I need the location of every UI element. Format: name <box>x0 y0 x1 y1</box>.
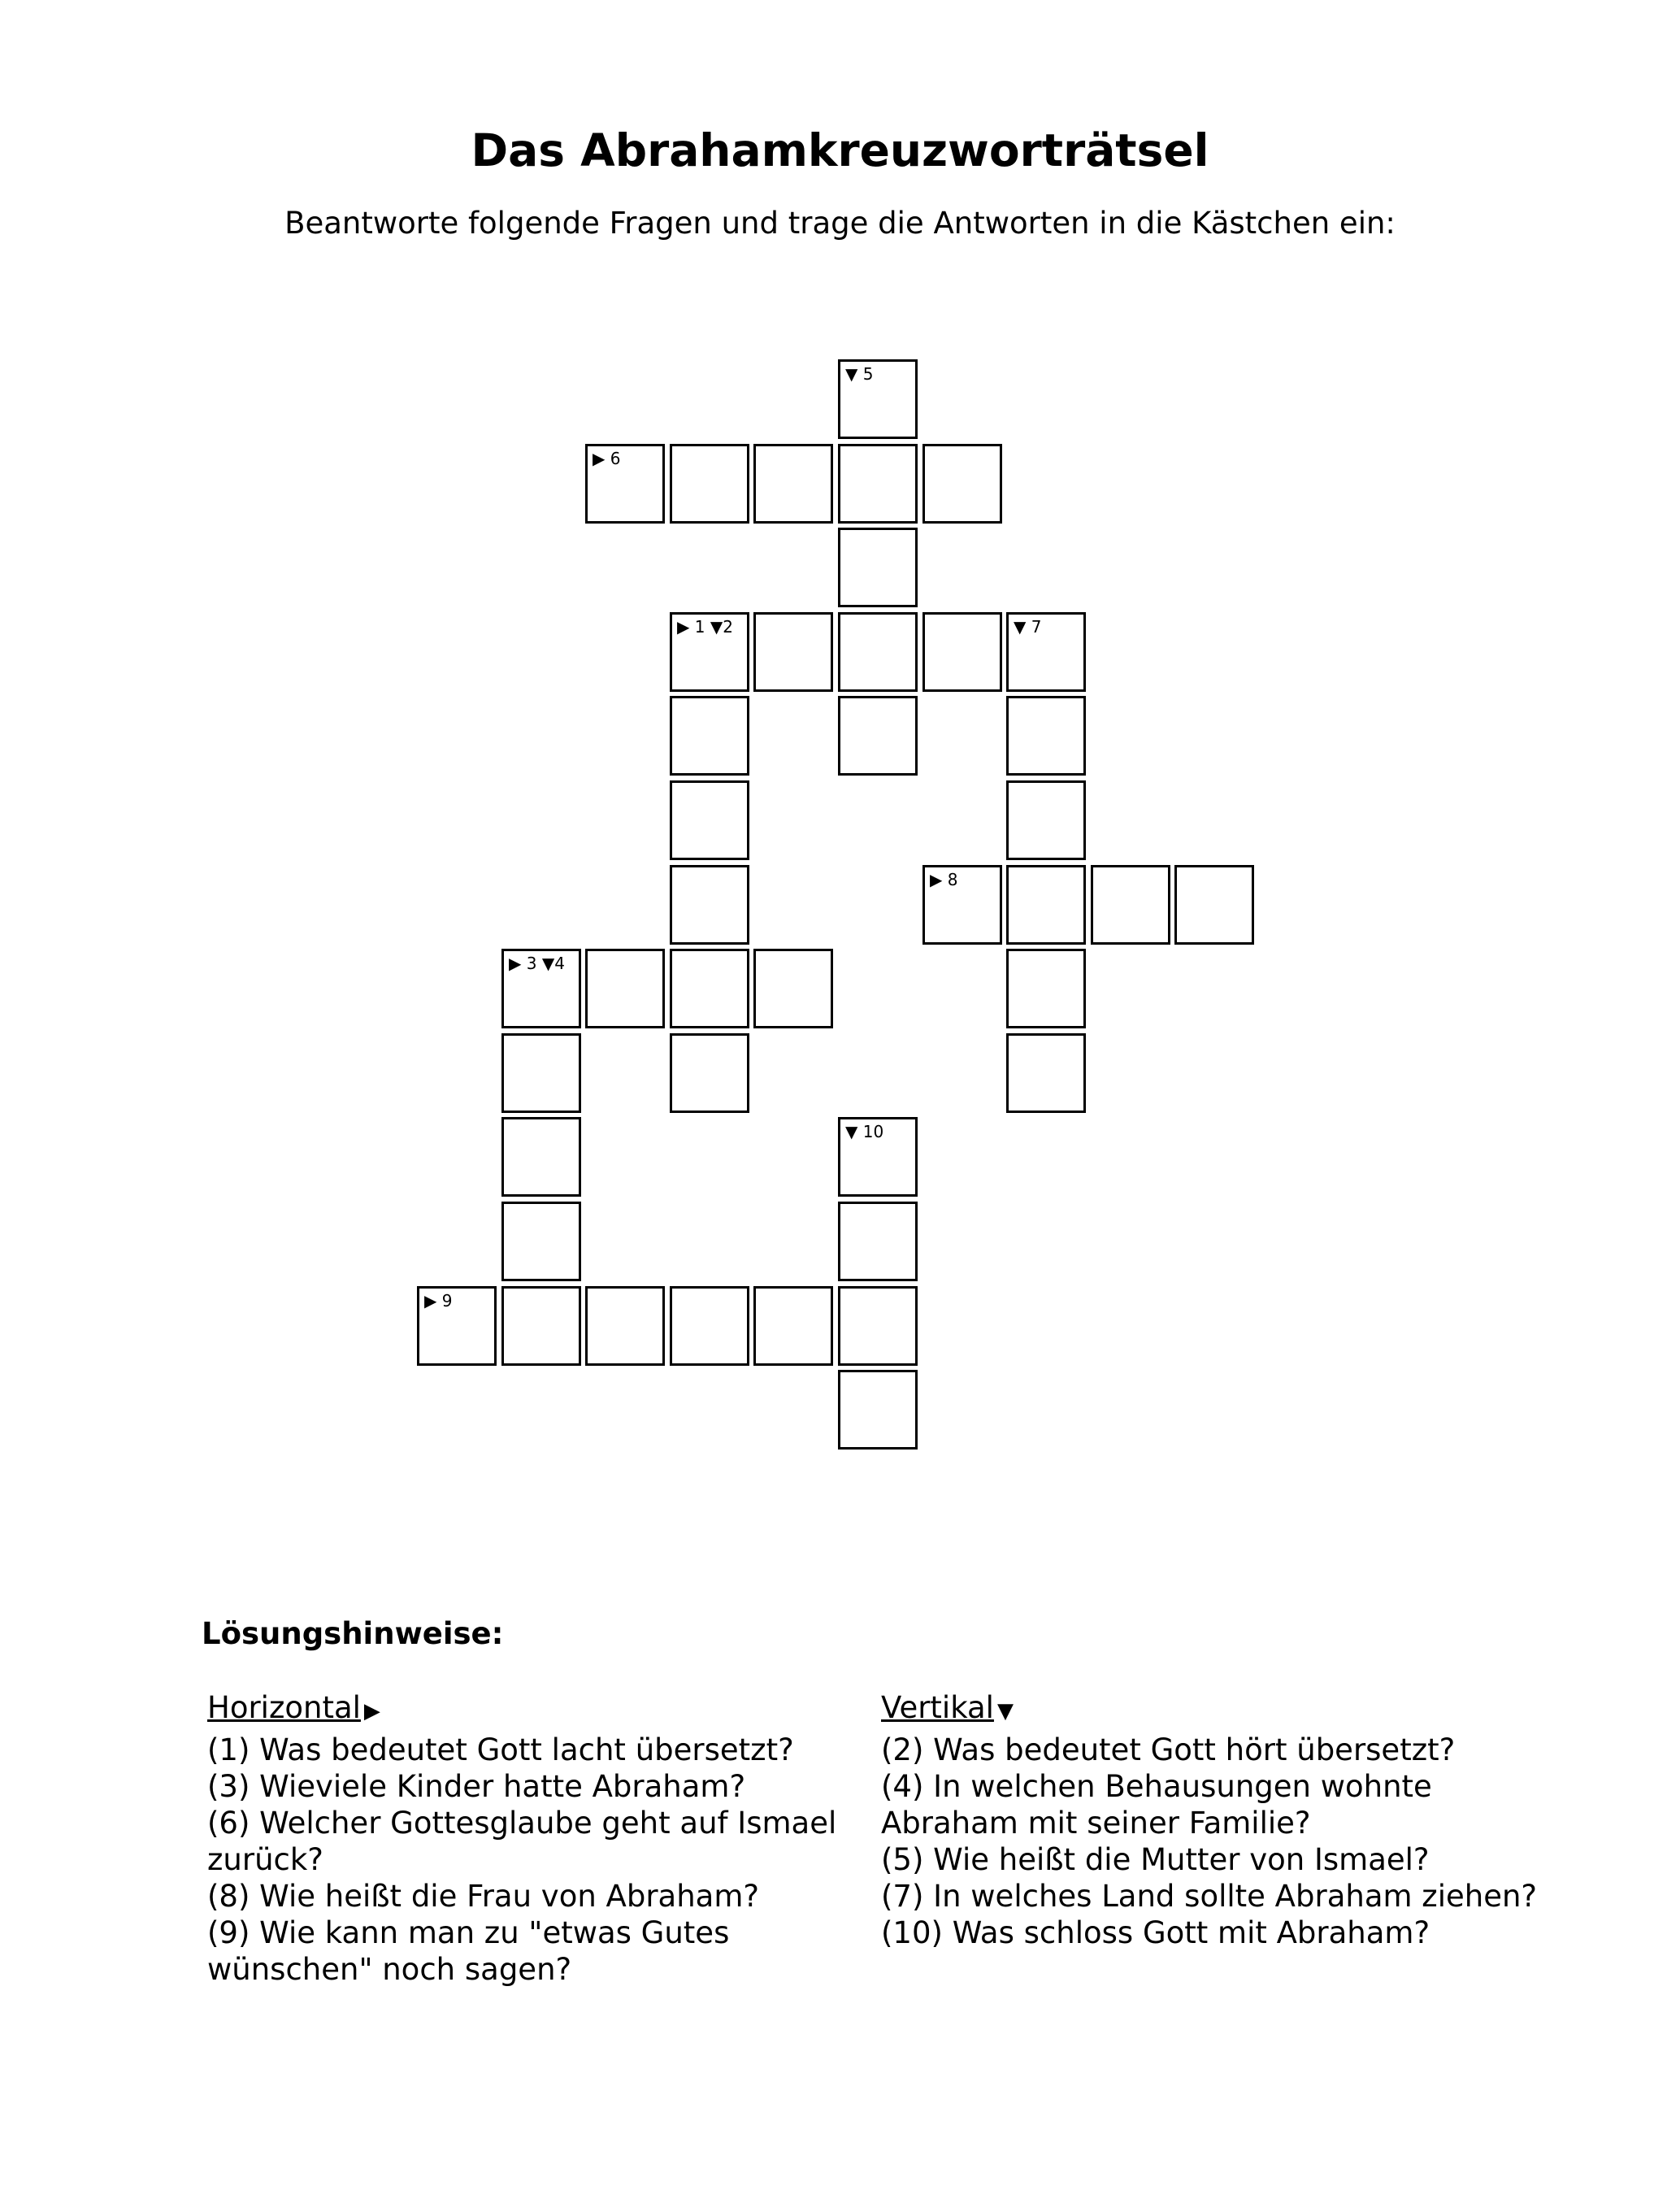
crossword-cell[interactable] <box>753 949 833 1028</box>
crossword-cell[interactable] <box>753 612 833 692</box>
clue-item-4: (4) In welchen Behausungen wohnte Abraham mit seiner Familie? <box>881 1769 1432 1841</box>
crossword-cell[interactable] <box>670 865 749 945</box>
cell-clue-number: ▶ 1 ▼2 <box>677 617 733 637</box>
cell-clue-number: ▶ 3 ▼4 <box>509 954 565 973</box>
clue-item-6: (6) Welcher Gottesglaube geht auf Ismael zurück? <box>207 1806 837 1877</box>
clue-item-2: (2) Was bedeutet Gott hört übersetzt? <box>881 1732 1456 1767</box>
vertical-heading <box>881 1688 1014 1732</box>
page-title: Das Abrahamkreuzworträtsel <box>471 124 1209 176</box>
vertical-clue-list <box>881 1732 1539 1951</box>
clue-item-1: (1) Was bedeutet Gott lacht übersetzt? <box>207 1732 794 1767</box>
crossword-cell[interactable] <box>670 612 749 692</box>
cell-clue-number: ▶ 6 <box>593 449 621 468</box>
crossword-cell[interactable] <box>1006 612 1086 692</box>
cell-clue-number: ▼ 7 <box>1014 617 1042 637</box>
crossword-cell[interactable] <box>1174 865 1254 945</box>
crossword-cell[interactable] <box>501 1033 581 1113</box>
crossword-cell[interactable] <box>922 865 1002 945</box>
horizontal-heading <box>207 1688 380 1732</box>
hints-heading: Lösungshinweise: <box>202 1616 504 1651</box>
crossword-cell[interactable] <box>670 949 749 1028</box>
horizontal-clue-list <box>207 1732 866 1988</box>
crossword-cell[interactable] <box>838 444 918 524</box>
crossword-cell[interactable] <box>922 444 1002 524</box>
crossword-cell[interactable] <box>838 1117 918 1197</box>
crossword-cell[interactable] <box>838 359 918 439</box>
crossword-cell[interactable] <box>753 1286 833 1366</box>
crossword-cell[interactable] <box>501 1286 581 1366</box>
crossword-cell[interactable] <box>838 1286 918 1366</box>
crossword-cell[interactable] <box>753 444 833 524</box>
clue-item-8: (8) Wie heißt die Frau von Abraham? <box>207 1879 760 1914</box>
clue-item-7: (7) In welches Land sollte Abraham ziehen? <box>881 1879 1538 1914</box>
crossword-cell[interactable] <box>670 1286 749 1366</box>
crossword-cell[interactable] <box>1006 1033 1086 1113</box>
clue-item-10: (10) Was schloss Gott mit Abraham? <box>881 1915 1430 1950</box>
horizontal-label: Horizontal <box>207 1690 361 1725</box>
crossword-cell[interactable] <box>670 696 749 776</box>
crossword-cell[interactable] <box>670 1033 749 1113</box>
crossword-cell[interactable] <box>670 780 749 860</box>
crossword-cell[interactable] <box>838 696 918 776</box>
down-arrow-icon: ▼ <box>996 1699 1014 1723</box>
crossword-cell[interactable] <box>501 1202 581 1281</box>
crossword-cell[interactable] <box>1006 865 1086 945</box>
cell-clue-number: ▼ 5 <box>845 364 874 384</box>
instruction-text: Beantworte folgende Fragen und trage die Antworten in die Kästchen ein: <box>284 206 1396 241</box>
clue-item-9: (9) Wie kann man zu "etwas Gutes wünschen" noch sagen? <box>207 1915 730 1987</box>
crossword-cell[interactable] <box>1006 780 1086 860</box>
crossword-cell[interactable] <box>585 1286 665 1366</box>
crossword-cell[interactable] <box>838 1370 918 1450</box>
crossword-cell[interactable] <box>670 444 749 524</box>
crossword-cell[interactable] <box>1006 696 1086 776</box>
crossword-cell[interactable] <box>922 612 1002 692</box>
clue-item-3: (3) Wieviele Kinder hatte Abraham? <box>207 1769 746 1804</box>
right-arrow-icon: ▶ <box>363 1699 380 1723</box>
crossword-cell[interactable] <box>1091 865 1170 945</box>
crossword-cell[interactable] <box>838 528 918 607</box>
crossword-cell[interactable] <box>838 1202 918 1281</box>
crossword-cell[interactable] <box>1006 949 1086 1028</box>
cell-clue-number: ▶ 9 <box>424 1291 453 1310</box>
crossword-cell[interactable] <box>585 949 665 1028</box>
crossword-cell[interactable] <box>501 1117 581 1197</box>
clue-item-5: (5) Wie heißt die Mutter von Ismael? <box>881 1842 1430 1877</box>
vertical-label: Vertikal <box>881 1690 994 1725</box>
crossword-cell[interactable] <box>838 612 918 692</box>
cell-clue-number: ▼ 10 <box>845 1122 884 1141</box>
crossword-cell[interactable] <box>585 444 665 524</box>
crossword-cell[interactable] <box>417 1286 497 1366</box>
cell-clue-number: ▶ 8 <box>930 870 958 889</box>
crossword-cell[interactable] <box>501 949 581 1028</box>
